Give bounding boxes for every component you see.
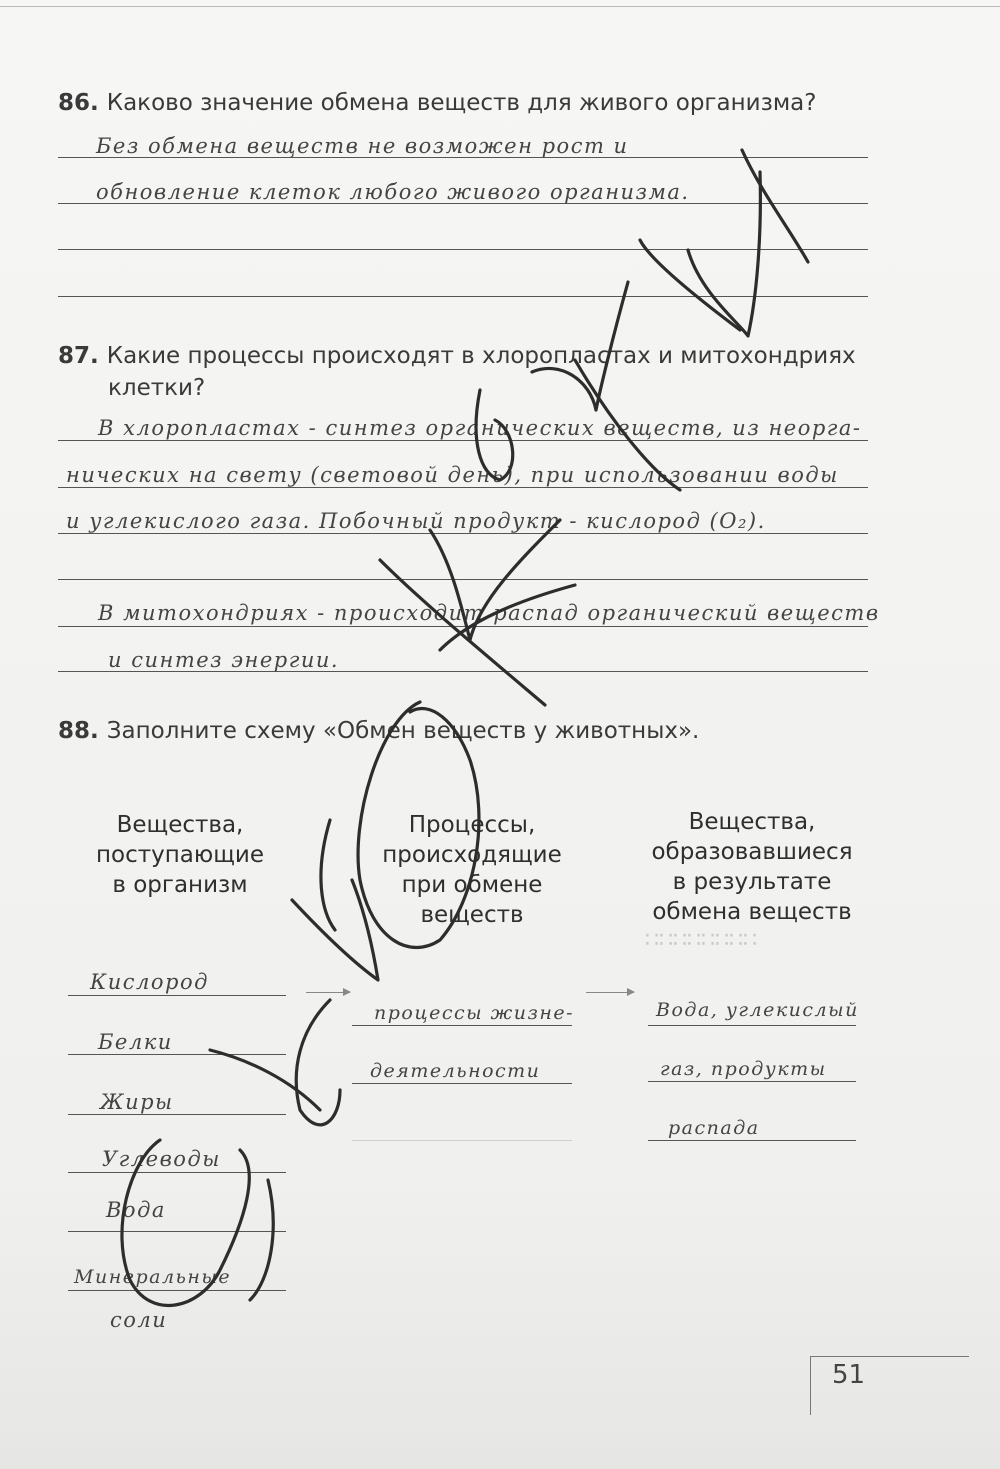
scribble-stroke	[122, 1140, 249, 1305]
scribble-stroke	[575, 360, 680, 490]
heading-line: при обмене	[401, 872, 543, 898]
heading-line: Вещества,	[116, 812, 244, 838]
handwritten-item: Вода, углекислый	[656, 999, 859, 1021]
scribble-stroke	[688, 172, 760, 336]
question-number: 86.	[58, 90, 99, 116]
handwritten-answer-line: нических на свету (световой день), при использовании воды	[66, 463, 839, 487]
handwritten-item: процессы жизне-	[374, 1002, 575, 1024]
heading-line: поступающие	[95, 842, 265, 868]
heading-line: веществ	[420, 902, 524, 928]
handwritten-answer-line: и синтез энергии.	[108, 648, 340, 672]
handwritten-answer-line: обновление клеток любого живого организма.	[96, 180, 690, 204]
handwritten-item: соли	[110, 1308, 168, 1332]
heading-line: Процессы,	[408, 812, 536, 838]
handwritten-item: Минеральные	[74, 1266, 232, 1288]
heading-line: Вещества,	[688, 809, 816, 835]
question-text: Какие процессы происходят в хлоропластах и митохондриях	[106, 343, 856, 369]
scribble-stroke	[532, 282, 628, 410]
scribble-stroke	[358, 702, 479, 948]
handwritten-answer-line: Без обмена веществ не возможен рост и	[96, 134, 629, 158]
scribble-stroke	[440, 585, 575, 650]
heading-line: происходящие	[382, 842, 562, 868]
heading-line: обмена веществ	[652, 899, 852, 925]
bleed-through-text: ∷∷∷∷∷∷∷∷	[645, 928, 757, 953]
handwritten-item: Кислород	[90, 970, 209, 994]
handwritten-item: Углеводы	[102, 1147, 221, 1171]
handwritten-answer-line: и углекислого газа. Побочный продукт - кислород (O₂).	[66, 509, 766, 533]
heading-line: в результате	[672, 869, 832, 895]
question-87-continued: клетки?	[108, 375, 206, 401]
handwritten-item: Жиры	[100, 1090, 174, 1114]
handwritten-item: деятельности	[370, 1060, 541, 1082]
heading-line: в организм	[112, 872, 248, 898]
question-text: Каково значение обмена веществ для живого организма?	[106, 90, 817, 116]
handwritten-item: распада	[668, 1117, 760, 1139]
scribble-stroke	[250, 1180, 273, 1300]
question-number: 88.	[58, 718, 99, 744]
scribble-stroke	[476, 390, 513, 480]
handwritten-item: Вода	[106, 1198, 166, 1222]
scribble-stroke	[321, 820, 335, 930]
question-text: Заполните схему «Обмен веществ у животных».	[106, 718, 700, 744]
heading-line: образовавшиеся	[651, 839, 853, 865]
handwritten-item: Белки	[98, 1030, 173, 1054]
question-number: 87.	[58, 343, 99, 369]
page-number: 51	[832, 1360, 866, 1390]
scribble-stroke	[742, 150, 808, 262]
handwritten-answer-line: В хлоропластах - синтез органических веществ, из неорга-	[98, 416, 862, 440]
handwritten-answer-line: В митохондриях - происходит распад органический веществ	[98, 601, 880, 625]
scribble-stroke	[210, 1050, 320, 1110]
handwritten-item: газ, продукты	[660, 1058, 827, 1080]
